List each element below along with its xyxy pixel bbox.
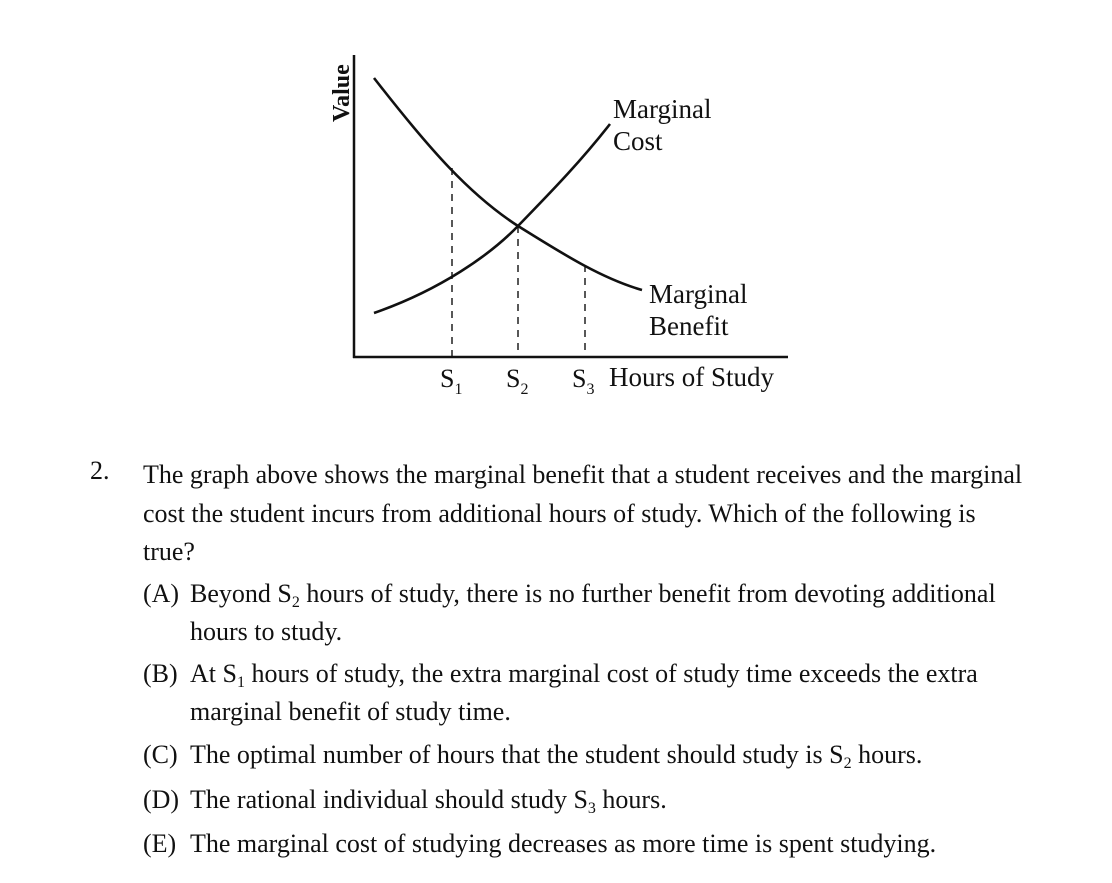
- question-stem: The graph above shows the marginal benefit that a student receives and the marginal cost the student incurs from additional hours of study. Which of the following is true?: [143, 460, 1023, 566]
- tick-s2-letter: S: [506, 364, 521, 393]
- tick-label-s2: [506, 364, 528, 398]
- option-a-post: hours of study, there is no further benefit from devoting additional hours to study.: [190, 579, 996, 646]
- option-b-post: hours of study, the extra marginal cost of study time exceeds the extra marginal benefit of study time.: [190, 659, 978, 726]
- option-b-letter: (B): [143, 659, 178, 688]
- option-e-pre: The marginal cost of studying decreases as more time is spent studying.: [190, 829, 937, 858]
- option-c-pre: The optimal number of hours that the student should study is S: [190, 740, 844, 769]
- marginal-analysis-chart: [0, 0, 1112, 430]
- tick-label-s3: [572, 364, 594, 398]
- y-axis-label: Value: [329, 64, 355, 122]
- option-d-pre: The rational individual should study S: [190, 785, 588, 814]
- option-a-text: [190, 575, 1043, 651]
- option-c-post: hours.: [851, 740, 923, 769]
- option-d-text: [190, 781, 1043, 819]
- marginal-cost-curve: [374, 124, 610, 313]
- option-d-sub: 3: [587, 800, 596, 817]
- option-e-letter: (E): [143, 829, 177, 858]
- tick-s1-letter: S: [440, 364, 455, 393]
- option-a-pre: Beyond S: [190, 579, 292, 608]
- marginal-cost-label-line2: Cost: [613, 126, 663, 156]
- option-c-sub: 2: [843, 755, 852, 772]
- option-b: [143, 655, 1043, 731]
- marginal-benefit-curve: [374, 78, 642, 290]
- option-b-pre: At S: [190, 659, 237, 688]
- marginal-benefit-label: [649, 279, 754, 341]
- option-d-letter: (D): [143, 785, 180, 814]
- tick-s1-sub: 1: [454, 381, 463, 398]
- marginal-benefit-label-line2: Benefit: [649, 311, 729, 341]
- option-c-letter: (C): [143, 740, 178, 769]
- option-d: [143, 781, 1043, 819]
- option-a-sub: 2: [291, 594, 300, 611]
- question-number: 2.: [90, 456, 110, 485]
- option-a: [143, 575, 1043, 651]
- option-c: [143, 736, 1043, 774]
- tick-s3-letter: S: [572, 364, 587, 393]
- tick-label-s1: [440, 364, 462, 398]
- option-e-text: [190, 825, 1043, 863]
- option-a-letter: (A): [143, 579, 180, 608]
- marginal-benefit-label-line1: Marginal: [649, 279, 748, 309]
- option-b-text: [190, 655, 1043, 731]
- option-e: [143, 825, 1043, 863]
- marginal-cost-label: [613, 94, 718, 156]
- x-axis-label: Hours of Study: [609, 362, 775, 392]
- tick-s2-sub: 2: [520, 381, 529, 398]
- option-c-text: [190, 736, 1043, 774]
- option-b-sub: 1: [236, 674, 245, 691]
- option-d-post: hours.: [595, 785, 667, 814]
- tick-s3-sub: 3: [586, 381, 595, 398]
- marginal-cost-label-line1: Marginal: [613, 94, 712, 124]
